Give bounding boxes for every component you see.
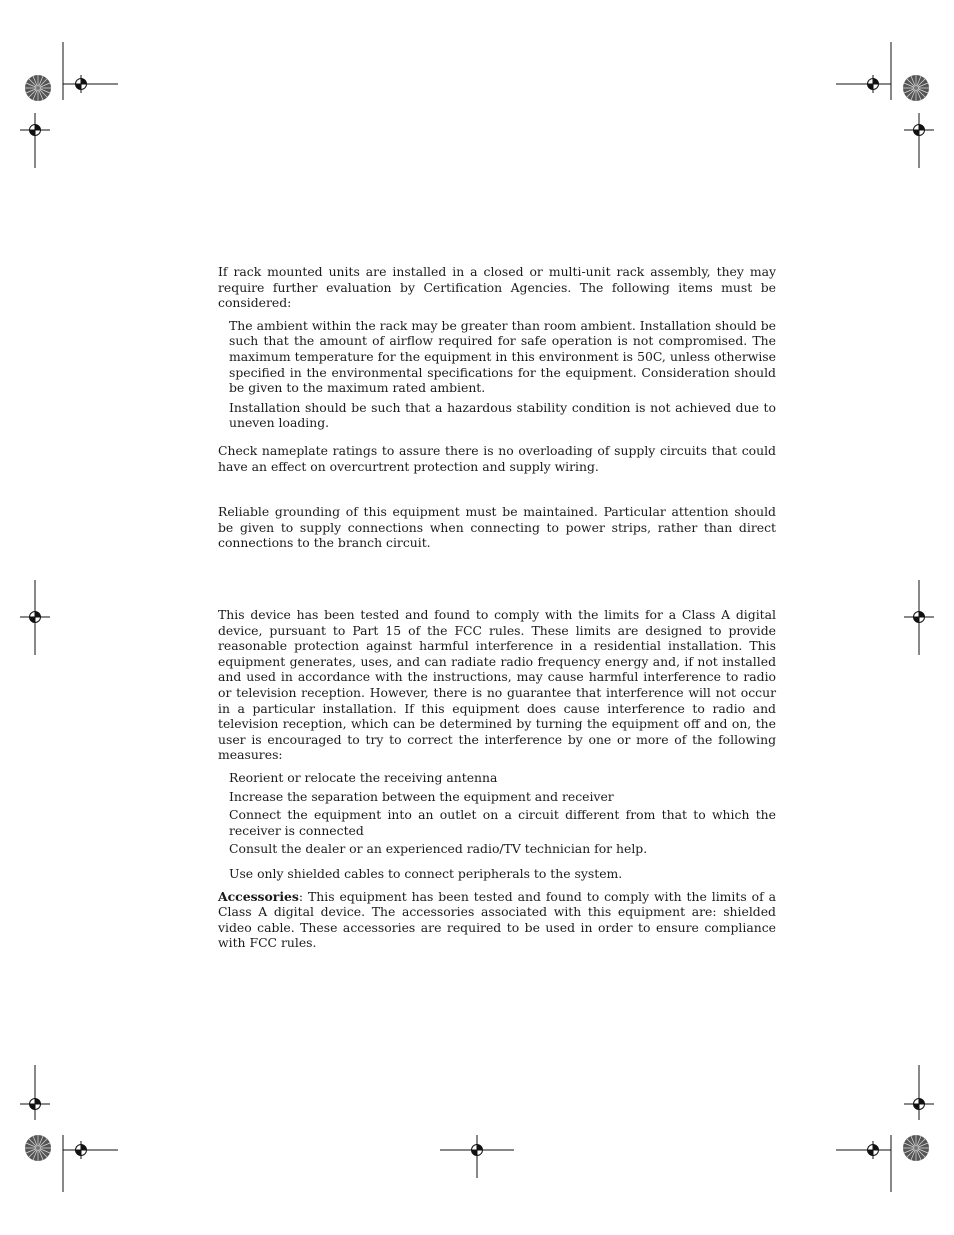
crop-mark-top-left — [20, 42, 118, 168]
accessories-label: Accessories — [218, 888, 299, 904]
overload-section — [218, 443, 776, 474]
fcc-section — [218, 607, 776, 951]
fcc-intro-paragraph: This device has been tested and found to comply with the limits for a Class A digital device, pursuant to Part 15 of the FCC rules. These limits are designed to provide reasonable protection against harmful interference in a residential installation. This equipment generates, uses, and can radiate radio frequency energy and, if not installed and used in accordance with the instructions, may cause harmful interference to radio or television reception. However, there is no guarantee that interference will not occur in a particular installation. If this equipment does cause interference to radio and television reception, which can be determined by turning the equipment off and on, the user is encouraged to try to correct the interference by one or more of the following measures: — [218, 607, 776, 763]
grounding-paragraph: Reliable grounding of this equipment must be maintained. Particular attention should be given to supply connections when connecting to power strips, rather than direct connections to the branch circuit. — [218, 504, 776, 551]
crop-mark-top-right — [836, 42, 934, 168]
rack-intro-paragraph: If rack mounted units are installed in a closed or multi-unit rack assembly, they may require further evaluation by Certification Agencies. The following items must be considered: — [218, 264, 776, 311]
overload-paragraph: Check nameplate ratings to assure there is no overloading of supply circuits that could have an effect on overcurtrent protection and supply wiring. — [218, 443, 776, 474]
fcc-measure-item: Connect the equipment into an outlet on a circuit different from that to which the receiver is connected — [229, 807, 776, 838]
crop-mark-bottom-center — [440, 1135, 514, 1178]
crop-mark-mid-left — [20, 580, 50, 655]
crop-mark-bottom-right — [836, 1065, 934, 1192]
accessories-text: : This equipment has been tested and found to comply with the limits of a Class A digital device. The accessories associated with this equipment are: shielded video cable. These accessories are required to be used in order to ensure compliance with FCC rules. — [218, 888, 776, 951]
grounding-section — [218, 504, 776, 551]
rack-mount-section — [218, 264, 776, 431]
accessories-paragraph — [218, 889, 776, 951]
fcc-measure-item: Reorient or relocate the receiving antenna — [229, 769, 498, 785]
rack-item-ambient: The ambient within the rack may be greater than room ambient. Installation should be such that the amount of airflow required for safe operation is not compromised. The maximum temperature for the equipment in this environment is 50C, unless otherwise specified in the environmental specifications for the equipment. Consideration should be given to the maximum rated ambient. — [229, 317, 776, 396]
fcc-measure-item: Increase the separation between the equipment and receiver — [229, 788, 614, 804]
shielded-cables-note: Use only shielded cables to connect peripherals to the system. — [229, 865, 623, 881]
crop-mark-bottom-left — [20, 1065, 118, 1192]
crop-mark-mid-right — [904, 580, 934, 655]
rack-item-stability: Installation should be such that a hazardous stability condition is not achieved due to uneven loading. — [229, 399, 776, 431]
fcc-measure-item: Consult the dealer or an experienced radio/TV technician for help. — [229, 841, 648, 857]
